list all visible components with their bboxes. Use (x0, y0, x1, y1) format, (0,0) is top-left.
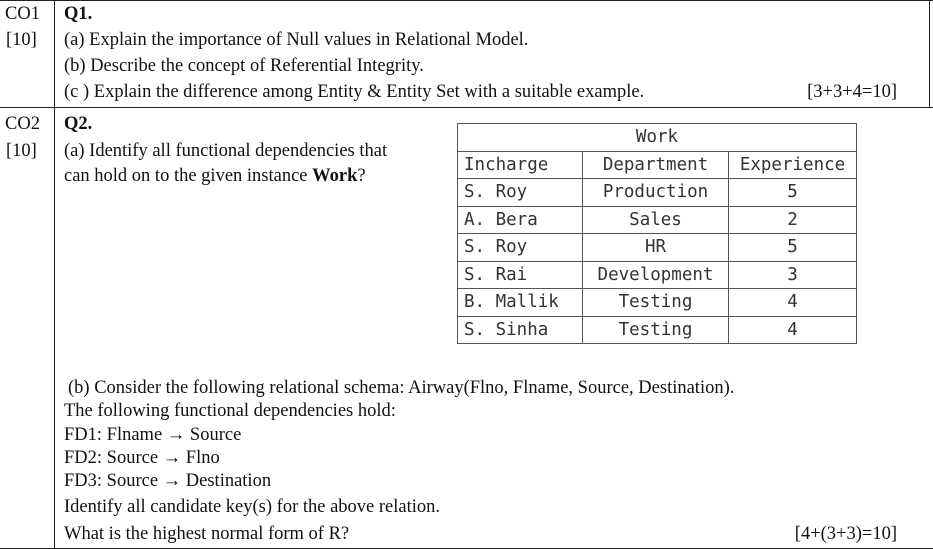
q2-title: Q2. (64, 114, 93, 134)
table-row (458, 206, 857, 234)
q2-part-b-line2: The following functional dependencies hold: (64, 401, 396, 421)
column-divider (54, 0, 55, 549)
table-cell: 4 (729, 316, 857, 344)
table-cell: Testing (583, 316, 729, 344)
q1-marks-breakdown: [3+3+4=10] (807, 82, 897, 102)
q2-part-a-line2 (64, 165, 366, 187)
q1-part-a: (a) Explain the importance of Null values in Relational Model. (64, 30, 529, 50)
top-rule (0, 0, 933, 1)
table-cell: 4 (729, 289, 857, 317)
functional-dependency-1: FD1: Flname → Source (64, 425, 242, 445)
table-cell: Testing (583, 289, 729, 317)
table-cell: 5 (729, 179, 857, 207)
table-cell: 5 (729, 234, 857, 262)
table-row (458, 289, 857, 317)
table-row (458, 179, 857, 207)
table-header-row (458, 151, 857, 179)
table-caption: Work (458, 124, 857, 152)
q1-co-label: CO1 (5, 4, 40, 24)
table-row (458, 234, 857, 262)
q2-part-b-line1: (b) Consider the following relational schema: Airway(Flno, Flname, Source, Destination). (68, 378, 735, 398)
table-cell: Sales (583, 206, 729, 234)
table-cell: A. Bera (458, 206, 583, 234)
table-cell: Production (583, 179, 729, 207)
table-cell: S. Roy (458, 234, 583, 262)
question-separator (0, 107, 933, 108)
q2-marks-label: [10] (6, 141, 37, 161)
table-row (458, 261, 857, 289)
q2-part-a-qmark: ? (357, 166, 366, 186)
table-cell: S. Sinha (458, 316, 583, 344)
q2-part-a-line1: (a) Identify all functional dependencies that (64, 141, 388, 161)
work-table (457, 123, 857, 344)
q1-part-c: (c ) Explain the difference among Entity & Entity Set with a suitable example. (64, 82, 645, 102)
q1-marks-label: [10] (6, 30, 37, 50)
q1-title: Q1. (64, 4, 93, 24)
column-header: Experience (729, 151, 857, 179)
column-header: Incharge (458, 151, 583, 179)
table-cell: Development (583, 261, 729, 289)
q2-marks-breakdown: [4+(3+3)=10] (794, 524, 897, 544)
functional-dependency-2: FD2: Source → Flno (64, 448, 220, 468)
relation-name: Work (312, 166, 358, 186)
functional-dependency-3: FD3: Source → Destination (64, 471, 272, 491)
q2-co-label: CO2 (5, 114, 40, 134)
q1-part-b: (b) Describe the concept of Referential Integrity. (64, 56, 424, 76)
table-cell: 2 (729, 206, 857, 234)
q2-part-b-line3: Identify all candidate key(s) for the above relation. (64, 497, 441, 517)
table-row (458, 316, 857, 344)
table-cell: 3 (729, 261, 857, 289)
q2-part-b-line4: What is the highest normal form of R? (64, 524, 350, 544)
table-caption-row (458, 124, 857, 152)
column-header: Department (583, 151, 729, 179)
table-cell: S. Roy (458, 179, 583, 207)
table-cell: B. Mallik (458, 289, 583, 317)
right-rule (929, 0, 930, 108)
q2-part-a-text: can hold on to the given instance (64, 166, 313, 186)
table-cell: S. Rai (458, 261, 583, 289)
table-cell: HR (583, 234, 729, 262)
